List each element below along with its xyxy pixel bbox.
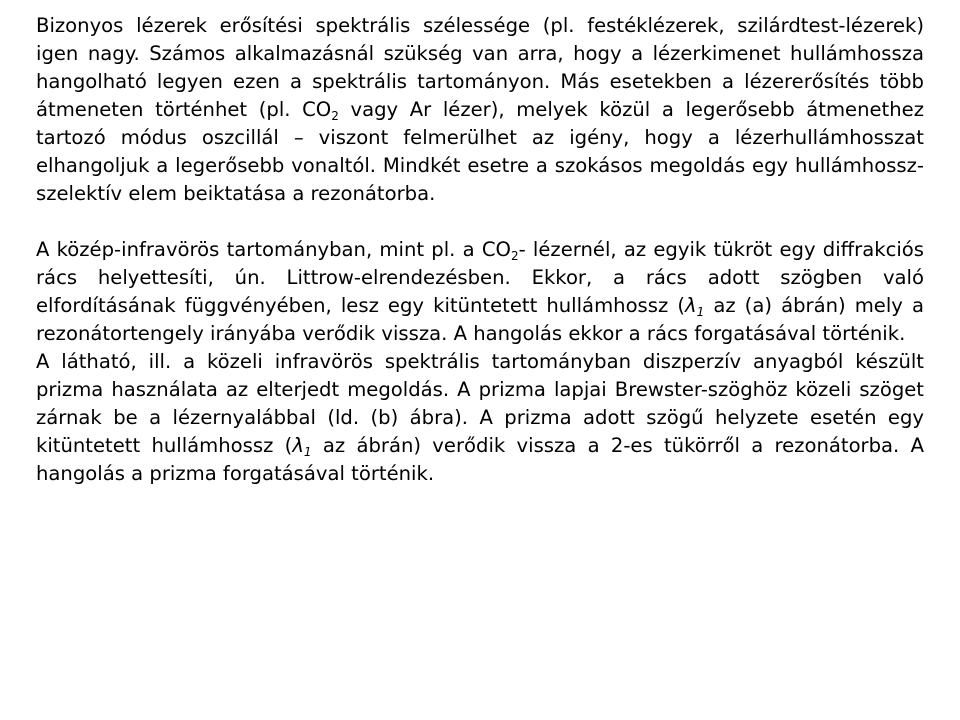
- lambda-subscript: 1: [696, 305, 705, 319]
- paragraph-grating-text-2: - lézernél, az egyik tükröt egy diffrakciós rács helyettesíti, ún. Littrow-elrendezésben. Ekkor, a rács adott szögben való elfordításának függvényében, lesz egy kitüntetett hullámhossz (: [36, 238, 924, 317]
- paragraph-prism: [36, 348, 924, 488]
- lambda-symbol: λ: [684, 294, 697, 317]
- paragraph-prism-text-2: az ábrán) verődik vissza a 2-es tükörről a rezonátorba. A hangolás a prizma forgatásával történik.: [36, 434, 924, 485]
- paragraph-prism-text-1: A látható, ill. a közeli infravörös spektrális tartományban diszperzív anyagból készült prizma használata az elterjedt megoldás. A prizma lapjai Brewster-szöghöz közeli szöget zárnak be a lézernyalábbal (ld. (b) ábra). A prizma adott szögű helyzete esetén egy kitüntetett hullámhossz (: [36, 350, 924, 457]
- paragraph-intro: [36, 12, 924, 208]
- paragraph-intro-text-1: Bizonyos lézerek erősítési spektrális szélessége (pl. festéklézerek, szilárdtest-lézerek) igen nagy. Számos alkalmazásnál szükség van arra, hogy a lézerkimenet hullámhossza hangolható legyen ezen a spektrális tartományon. Más esetekben a lézererősítés több átmeneten történhet (pl. CO: [36, 14, 924, 121]
- text-body: [36, 12, 924, 488]
- co2-subscript: 2: [331, 109, 339, 123]
- co2-subscript: 2: [510, 249, 519, 263]
- lambda-symbol: λ: [292, 434, 304, 457]
- lambda-subscript: 1: [303, 445, 312, 459]
- paragraph-grating-text-1: A közép-infravörös tartományban, mint pl. a CO: [36, 238, 511, 261]
- paragraph-intro-text-2: vagy Ar lézer), melyek közül a legerősebb átmenethez tartozó módus oszcillál – viszont felmerülhet az igény, hogy a lézerhullámhosszat elhangoljuk a legerősebb vonaltól. Mindkét esetre a szokásos megoldás egy hullámhossz-szelektív elem beiktatása a rezonátorba.: [36, 98, 924, 205]
- paragraph-grating-text-3: az (a) ábrán) mely a rezonátortengely irányába verődik vissza. A hangolás ekkor a rács forgatásával történik.: [36, 294, 924, 345]
- paragraph-spacer: [36, 208, 924, 236]
- paragraph-grating: [36, 236, 924, 348]
